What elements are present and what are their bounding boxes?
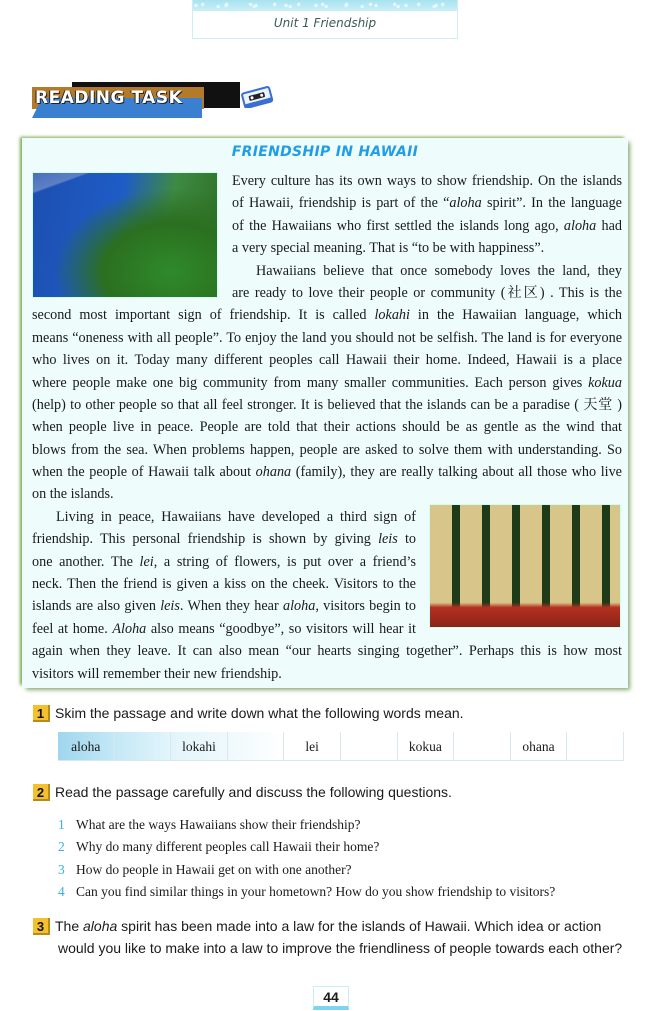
exercise-number-badge: 2 <box>33 784 50 801</box>
hawaiian-term: aloha <box>449 195 482 212</box>
hawaiian-term: kokua <box>588 374 622 391</box>
text-segment: who lives on it. Today many different peoples call Hawaii their home. Indeed, Hawaii is a place <box>32 352 622 369</box>
text-segment: a very special meaning. That is “to be with happiness”. <box>232 240 545 257</box>
word-cell-ohana: ohana <box>511 732 568 760</box>
text-segment: means “oneness with all people”. To enjoy the land you should not be selfish. The land is for everyone <box>32 329 622 346</box>
passage-line <box>32 394 622 416</box>
passage-line <box>232 215 622 237</box>
word-cell-kokua: kokua <box>398 732 455 760</box>
question-item <box>58 814 555 836</box>
passage-line <box>232 260 622 282</box>
text-segment: Every culture has its own ways to show friendship. On the islands <box>232 173 622 189</box>
hawaiian-term: aloha <box>563 217 597 234</box>
text-segment: of Hawaii, friendship is part of the “ <box>232 195 450 212</box>
passage-line <box>32 551 416 573</box>
text-segment: second most important sign of friendship. It is called <box>32 307 375 324</box>
text-segment: where people make one big community from many smaller communities. Each person gives <box>32 374 589 391</box>
hawaiian-term: Aloha <box>112 620 147 637</box>
page-number: 44 <box>313 986 349 1010</box>
exercise-1 <box>33 705 464 722</box>
question-number: 4 <box>58 883 65 899</box>
passage-line <box>32 573 416 595</box>
hawaiian-term: ohana <box>255 464 292 481</box>
text-segment: (help) to other people so that all feel stronger. It is believed that the islands can be a paradise ( 天堂 ) <box>32 396 622 413</box>
reading-task-banner <box>32 80 212 120</box>
question-text: What are the ways Hawaiians show their friendship? <box>76 817 361 832</box>
exercise-number-badge: 3 <box>33 918 50 935</box>
question-number: 1 <box>58 817 65 832</box>
text-segment: are ready to love their people or community (社区) . This is the <box>232 284 622 301</box>
text-segment: . When they hear <box>179 598 283 615</box>
exercise-3 <box>33 915 628 959</box>
passage-line <box>32 416 622 438</box>
passage-line <box>32 663 622 685</box>
text-segment: Hawaiians believe that once somebody loves the land, they <box>256 262 622 279</box>
text-segment: to <box>397 531 416 548</box>
banner-label: READING TASK <box>35 88 183 108</box>
text-segment: of the Hawaiians who first settled the islands long ago, <box>232 217 564 234</box>
passage-text <box>32 170 622 685</box>
passage-line <box>32 439 622 461</box>
passage-line <box>32 304 622 326</box>
question-list <box>58 814 555 903</box>
text-segment: again when they leave. It can also mean “our hearts singing together”. Perhaps this is how most <box>32 643 622 660</box>
water-decoration <box>193 0 457 11</box>
instruction-continued: would you like to make into a law to improve the friendliness of people towards each other? <box>58 940 623 956</box>
text-segment: one another. The <box>32 553 140 570</box>
word-cell-lei: lei <box>284 732 341 760</box>
passage-line <box>232 282 622 304</box>
answer-cell[interactable] <box>567 732 624 760</box>
passage-line <box>232 170 622 192</box>
passage-line <box>232 192 622 214</box>
exercise-instruction: Read the passage carefully and discuss the following questions. <box>55 784 452 800</box>
passage-title: FRIENDSHIP IN HAWAII <box>231 144 419 160</box>
text-segment: spirit”. In the language <box>481 195 622 212</box>
question-number: 2 <box>58 839 65 855</box>
exercise-number-badge: 1 <box>33 705 50 722</box>
text-segment: visitors will remember their new friendship. <box>32 665 282 682</box>
unit-header <box>192 0 458 39</box>
question-number: 3 <box>58 861 65 877</box>
text-segment: in the Hawaiian language, which <box>409 307 622 324</box>
passage-line <box>32 640 622 662</box>
passage-line <box>32 595 416 617</box>
passage-line <box>32 618 416 640</box>
text-segment: when people live in peace. People are told that their actions should be as gentle as the wind that <box>32 419 622 436</box>
instruction-italic: aloha <box>83 918 118 934</box>
passage-line <box>32 528 416 550</box>
instruction-text: The <box>55 918 84 934</box>
question-text: Why do many different peoples call Hawaii their home? <box>76 839 380 855</box>
text-segment: , visitors begin to <box>315 598 417 615</box>
text-segment: neck. Then the friend is given a kiss on the cheek. Visitors to the <box>32 576 416 593</box>
passage-line <box>32 349 622 371</box>
answer-cell[interactable] <box>454 732 511 760</box>
word-cell-lokahi: lokahi <box>171 732 228 760</box>
text-segment: friendship. This personal friendship is shown by giving <box>32 531 379 548</box>
word-cell-aloha: aloha <box>58 732 115 760</box>
question-item <box>58 859 555 881</box>
exercise-2 <box>33 784 452 801</box>
word-meaning-table <box>58 732 624 761</box>
hawaiian-term: lei <box>139 553 154 570</box>
question-item <box>58 881 555 903</box>
hawaiian-term: leis <box>378 531 398 548</box>
text-segment: , a string of flowers, is put over a friend’s <box>153 553 417 570</box>
text-segment: islands are also given <box>32 598 161 615</box>
question-item <box>58 836 555 858</box>
passage-line <box>32 506 416 528</box>
hawaiian-term: aloha <box>282 598 316 615</box>
hawaiian-term: lokahi <box>374 307 410 324</box>
answer-cell[interactable] <box>341 732 398 760</box>
text-segment: (family), they are really talking about all those who live <box>291 464 622 481</box>
passage-line <box>32 372 622 394</box>
text-segment: also means “goodbye”, so visitors will hear it <box>146 620 416 637</box>
passage-line <box>32 461 622 483</box>
exercise-instruction: Skim the passage and write down what the following words mean. <box>55 705 464 721</box>
exercise-instruction <box>55 918 601 934</box>
hawaiian-term: leis <box>160 598 180 615</box>
text-segment: feel at home. <box>32 620 113 637</box>
answer-cell[interactable] <box>115 732 172 760</box>
question-text: Can you find similar things in your hometown? How do you show friendship to visitors? <box>76 883 556 899</box>
text-segment: Living in peace, Hawaiians have developed a third sign of <box>56 508 416 525</box>
unit-title: Unit 1 Friendship <box>273 16 377 30</box>
text-segment: when the people of Hawaii talk about <box>32 464 256 481</box>
passage-line <box>32 483 622 505</box>
passage-line <box>32 327 622 349</box>
question-text: How do people in Hawaii get on with one another? <box>76 861 352 877</box>
text-segment: had <box>596 217 622 234</box>
text-segment: on the islands. <box>32 486 114 503</box>
instruction-text: spirit has been made into a law for the islands of Hawaii. Which idea or action <box>117 918 602 934</box>
answer-cell[interactable] <box>228 732 285 760</box>
reading-passage-panel <box>22 138 628 688</box>
cassette-tape-icon[interactable] <box>240 86 274 108</box>
text-segment: blows from the sea. When problems happen, people are asked to solve them with understanding. So <box>32 441 622 458</box>
passage-line <box>232 237 622 259</box>
